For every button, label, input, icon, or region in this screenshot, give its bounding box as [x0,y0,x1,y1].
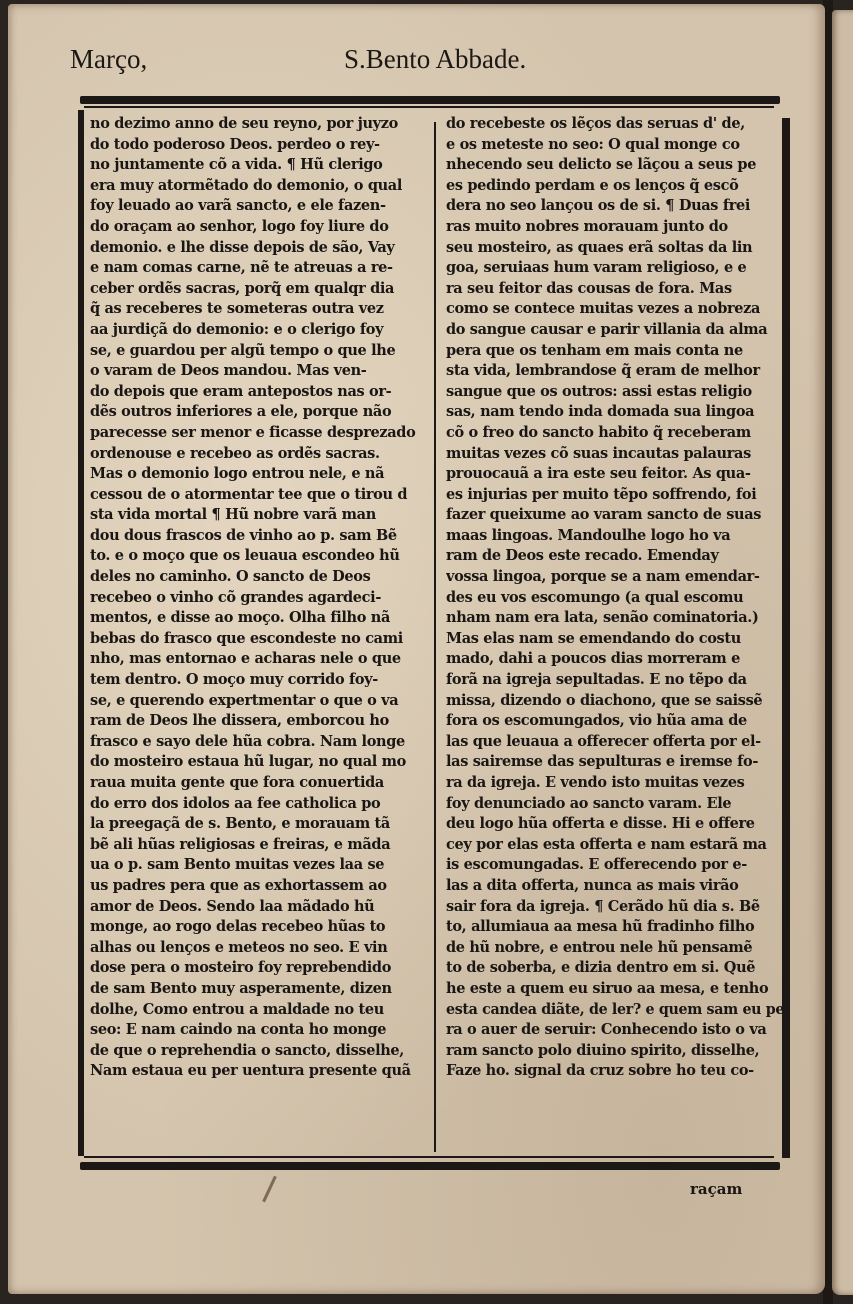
text-line: parecesse ser menor e ficasse desprezado [90,423,416,441]
text-line: sas, nam tendo inda domada sua lingoa [446,403,755,421]
text-line: como se contece muitas vezes a nobreza [446,300,761,318]
text-line: nhecendo seu delicto se lãçou a seus pe [446,156,757,174]
text-line: es injurias per muito tẽpo soffrendo, foi [446,485,757,503]
text-line: las sairemse das sepulturas e iremse fo- [446,753,758,771]
text-line: do mosteiro estaua hũ lugar, no qual mo [90,753,406,771]
text-line: ra seu feitor das cousas de fora. Mas [446,279,732,297]
text-line: ra o auer de seruir: Conhecendo isto o va [446,1021,767,1039]
text-line: dou dous frascos de vinho ao p. sam Bẽ [90,526,397,544]
text-line: he este a quem eu siruo aa mesa, e tenho [446,979,769,997]
text-line: seo: E nam caindo na conta ho monge [90,1021,387,1039]
text-line: muitas vezes cõ suas incautas palauras [446,444,751,462]
text-line: mentos, e disse ao moço. Olha filho nã [90,609,391,627]
text-line: de hũ nobre, e entrou nele hũ pensamẽ [446,938,753,956]
text-line: fazer queixume ao varam sancto de suas [446,506,762,524]
text-line: raua muita gente que fora conuertida [90,774,384,791]
text-line: demonio. e lhe disse depois de são, Vay [90,238,395,256]
text-line: Faze ho. signal da cruz sobre ho teu co- [446,1062,754,1080]
text-line: prouocauã a ira este seu feitor. As qua- [446,465,751,483]
text-line: sair fora da igreja. ¶ Cerãdo hũ dia s. Bẽ [446,897,760,915]
text-line: ordenouse e recebeo as ordẽs sacras. [90,444,380,462]
text-line: do sangue causar e parir villania da alma [446,320,768,338]
text-line: q̃ as receberes te someteras outra vez [90,300,384,318]
text-line: do recebeste os lẽços das seruas d' de, [446,115,745,132]
bottom-rule-thin [84,1156,774,1158]
text-line: sta vida mortal ¶ Hũ nobre varã man [90,506,376,524]
text-line: forã na igreja sepultadas. E no tẽpo da [446,671,747,689]
text-line: de sam Bento muy asperamente, dizen [90,979,392,997]
text-line: us padres pera que as exhortassem ao [90,876,387,894]
text-line: deu logo hũa offerta e disse. Hi e offere [446,815,755,833]
text-line: se, e querendo expertmentar o que o va [90,691,399,709]
text-line: ram de Deos este recado. Emenday [446,547,719,565]
text-line: frasco e sayo dele hũa cobra. Nam longe [90,732,405,750]
text-line: o varam de Deos mandou. Mas ven- [90,362,367,380]
running-head-title: S.Bento Abbade. [344,44,527,74]
top-rule [80,96,780,104]
text-line: seu mosteiro, as quaes erã soltas da lin [446,238,753,256]
bottom-rule [80,1162,780,1170]
text-line: dẽs outros inferiores a ele, porque não [90,403,392,421]
text-line: dose pera o mosteiro foy reprebendido [90,959,392,977]
text-line: pera que os tenham em mais conta ne [446,341,743,359]
text-line: goa, seruiaas hum varam religioso, e e [446,259,747,277]
text-line: Nam estaua eu per uentura presente quã [90,1062,411,1080]
text-line: es pedindo perdam e os lenços q̃ escõ [446,176,739,194]
text-line: mado, dahi a poucos dias morreram e [446,650,740,668]
text-column-left [90,114,428,1082]
text-column-right [446,114,784,1082]
top-rule-thin [84,106,774,108]
text-line: monge, ao rogo delas recebeo hũas to [90,918,386,936]
text-line: cõ o freo do sancto habito q̃ receberam [446,423,751,441]
text-line: alhas ou lenços e meteos no seo. E vin [90,938,388,956]
text-line: de que o reprehendia o sancto, disselhe, [90,1041,404,1059]
text-line: ua o p. sam Bento muitas vezes laa se [90,856,385,874]
text-line: vossa lingoa, porque se a nam emendar- [446,568,760,586]
text-line: nho, mas entornao e acharas nele o que [90,650,401,668]
text-line: la preegaçã de s. Bento, e morauam tã [90,815,390,833]
text-line: foy leuado ao varã sancto, e ele fazen- [90,197,386,215]
text-line: esta candea diãte, de ler? e quem sam eu pe [446,1000,785,1018]
text-line: bẽ ali hũas religiosas e freiras, e mãda [90,835,391,853]
text-line: aa jurdiçã do demonio: e o clerigo foy [90,320,384,338]
text-line: e nam comas carne, nẽ te atreuas a re- [90,259,393,277]
text-line: ceber ordẽs sacras, porq̃ em qualqr dia [90,279,395,297]
text-line: ram de Deos lhe dissera, emborcou ho [90,712,389,730]
text-line: fora os escomungados, vio hũa ama de [446,712,747,730]
text-line: dolhe, Como entrou a maldade no teu [90,1000,384,1018]
text-line: recebeo o vinho cõ grandes agardeci- [90,588,381,606]
text-line: do depois que eram antepostos nas or- [90,382,392,400]
text-line: sangue que os outros: assi estas religio [446,382,752,400]
text-line: no dezimo anno de seu reyno, por juyzo [90,115,398,132]
catchword: raçam [690,1180,743,1198]
text-line: no juntamente cõ a vida. ¶ Hũ clerigo [90,156,383,174]
text-line: ra da igreja. E vendo isto muitas vezes [446,774,745,791]
text-line: to. e o moço que os leuaua escondeo hũ [90,547,400,565]
text-line: cessou de o atormentar tee que o tirou d [90,485,408,503]
text-line: Mas o demonio logo entrou nele, e nã [90,465,385,483]
text-line: missa, dizendo o diachono, que se saissẽ [446,691,763,709]
text-line: tem dentro. O moço muy corrido foy- [90,671,378,689]
text-line: foy denunciado ao sancto varam. Ele [446,794,732,812]
text-line: era muy atormẽtado do demonio, o qual [90,176,402,194]
text-line: do oraçam ao senhor, logo foy liure do [90,217,389,235]
running-head-month: Março, [70,44,148,74]
text-line: ras muito nobres morauam junto do [446,217,728,235]
text-line: nham nam era lata, senão cominatoria.) [446,609,759,627]
text-line: sta vida, lembrandose q̃ eram de melhor [446,362,760,380]
text-line: amor de Deos. Sendo laa mãdado hũ [90,897,375,915]
text-line: e os meteste no seo: O qual monge co [446,135,740,153]
text-line: ram sancto polo diuino spirito, disselhe, [446,1041,760,1059]
text-line: las a dita offerta, nunca as mais virão [446,876,739,894]
text-line: Mas elas nam se emendando do costu [446,629,741,647]
text-line: to de soberba, e dizia dentro em si. Quẽ [446,959,756,977]
running-head [70,44,790,84]
text-line: do todo poderoso Deos. perdeo o rey- [90,135,380,153]
column-divider [434,122,436,1152]
text-line: cey por elas esta offerta e nam estarã ma [446,835,767,853]
text-line: to, allumiaua aa mesa hũ fradinho filho [446,918,755,936]
text-line: is escomungadas. E offerecendo por e- [446,856,747,874]
text-line: bebas do frasco que escondeste no cami [90,629,403,647]
text-line: las que leuaua a offerecer offerta por el- [446,732,761,750]
text-line: deles no caminho. O sancto de Deos [90,568,371,586]
text-line: des eu vos escomungo (a qual escomu [446,588,744,606]
left-column-border [78,110,84,1156]
text-line: maas lingoas. Mandoulhe logo ho va [446,526,731,544]
text-line: dera no seo lançou os de si. ¶ Duas frei [446,197,751,215]
adjacent-page-edge [832,10,853,1295]
text-line: se, e guardou per algũ tempo o que lhe [90,341,396,359]
text-line: do erro dos idolos aa fee catholica po [90,794,381,812]
